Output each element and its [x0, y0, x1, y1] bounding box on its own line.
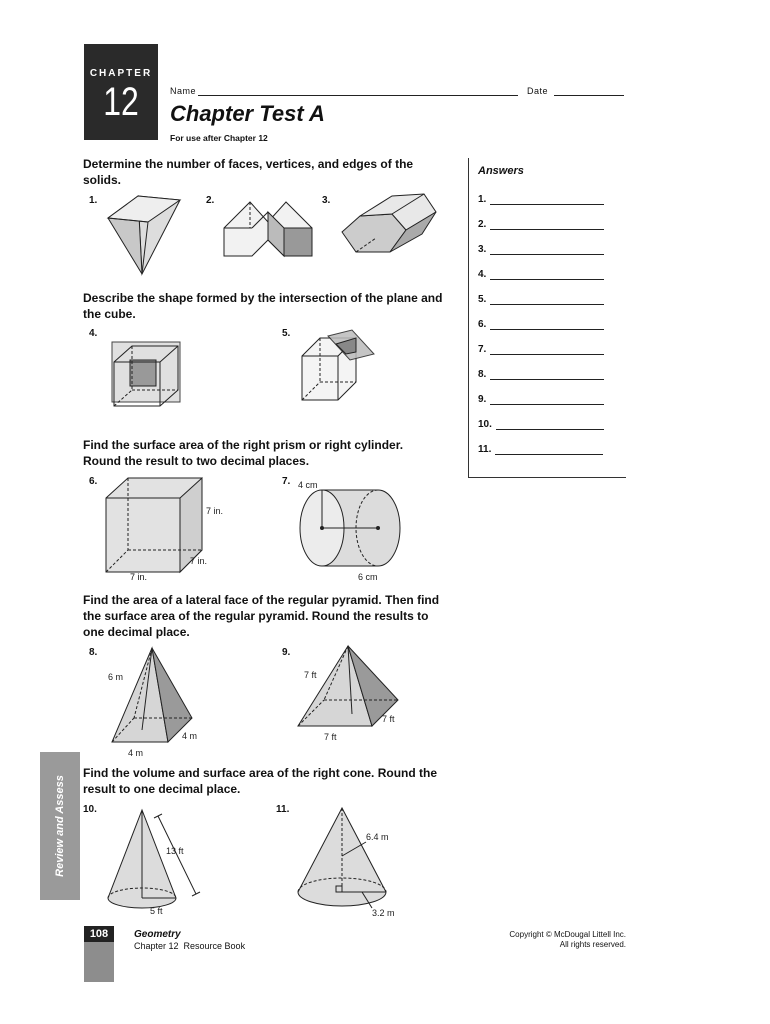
instruction-surface-prism: Find the surface area of the right prism or right cylinder. Round the result to two decimal places. [83, 438, 404, 468]
answer-row [478, 194, 604, 205]
name-label: Name [170, 86, 197, 96]
date-field[interactable] [554, 95, 624, 96]
triangular-pyramid-figure [100, 190, 190, 278]
answer-number: 7. [478, 344, 487, 355]
review-assess-tab [40, 752, 80, 900]
p8-base-label: 4 m [128, 748, 144, 758]
copyright-line-1: Copyright © McDougal Littell Inc. [509, 930, 626, 939]
problem-number: 8. [89, 647, 98, 658]
answer-row [478, 294, 604, 305]
answer-row [478, 369, 604, 380]
cylinder-figure [292, 476, 418, 586]
review-assess-label: Review and Assess [54, 775, 66, 877]
cube-plane-intersection-4-figure [108, 338, 192, 412]
problem-number: 10. [83, 804, 97, 815]
answer-row [478, 444, 603, 455]
problem-number: 7. [282, 476, 291, 487]
problem-number: 5. [282, 328, 291, 339]
instruction-intersection: Describe the shape formed by the intersection of the plane and the cube. [83, 291, 443, 321]
answer-line[interactable] [490, 370, 604, 380]
date-label: Date [527, 86, 549, 96]
problem-number: 6. [89, 476, 98, 487]
answer-line[interactable] [490, 245, 604, 255]
cone-11-figure [294, 806, 414, 922]
cube-plane-intersection-5-figure [294, 326, 378, 406]
p10-radius-label: 5 ft [150, 906, 163, 916]
p9-base-label: 7 ft [324, 732, 337, 742]
answers-title: Answers [478, 165, 524, 177]
problem-number: 2. [206, 195, 215, 206]
answer-row [478, 394, 604, 405]
p10-height-label: 13 ft [166, 846, 184, 856]
book-subtitle: Chapter 12 Resource Book [134, 941, 246, 951]
problem-number: 9. [282, 647, 291, 658]
answer-line[interactable] [490, 345, 604, 355]
p11-radius-label: 3.2 m [372, 908, 395, 918]
copyright-line-2: All rights reserved. [559, 940, 626, 949]
cube-prism-figure [104, 476, 244, 586]
instruction-cone: Find the volume and surface area of the right cone. Round the result to one decimal place. [83, 766, 438, 796]
answer-number: 8. [478, 369, 487, 380]
problem-number: 1. [89, 195, 98, 206]
answer-line[interactable] [490, 270, 604, 280]
answer-line[interactable] [495, 445, 603, 455]
p11-height-label: 6.4 m [366, 832, 389, 842]
square-pyramid-9-figure [294, 644, 410, 744]
cone-10-figure [104, 808, 214, 920]
answer-number: 3. [478, 244, 487, 255]
answers-panel [468, 158, 626, 478]
answer-number: 10. [478, 419, 492, 430]
hexagonal-prism-figure [336, 190, 440, 262]
chapter-number: 12 [103, 80, 139, 124]
page-number: 108 [84, 926, 114, 942]
answer-line[interactable] [496, 420, 604, 430]
page-title: Chapter Test A [170, 101, 325, 126]
answer-line[interactable] [490, 320, 604, 330]
book-title: Geometry [134, 929, 181, 940]
problem-number: 11. [276, 804, 290, 815]
chapter-label: CHAPTER [89, 68, 153, 79]
instruction-faces: Determine the number of faces, vertices, and edges of the solids. [83, 157, 414, 187]
answer-row [478, 244, 604, 255]
problem-number: 4. [89, 328, 98, 339]
answer-number: 11. [478, 444, 492, 455]
p9-side-label: 7 ft [382, 714, 395, 724]
p8-side-label: 4 m [182, 731, 198, 741]
p7-height-label: 6 cm [358, 572, 378, 582]
p6-depth-label: 7 in. [190, 556, 208, 566]
answer-row [478, 319, 604, 330]
answer-line[interactable] [490, 395, 604, 405]
answer-number: 5. [478, 294, 487, 305]
answer-number: 9. [478, 394, 487, 405]
answer-row [478, 269, 604, 280]
answer-number: 1. [478, 194, 487, 205]
p7-radius-label: 4 cm [298, 480, 318, 490]
answer-number: 4. [478, 269, 487, 280]
answer-row [478, 344, 604, 355]
answer-row [478, 419, 604, 430]
p8-slant-label: 6 m [108, 672, 124, 682]
answer-number: 6. [478, 319, 487, 330]
v-prism-figure [220, 192, 316, 262]
copyright [470, 930, 626, 950]
name-field[interactable] [198, 95, 518, 96]
instruction-pyramid: Find the area of a lateral face of the regular pyramid. Then find the surface area of the regular pyramid. Round the results to one decimal place. [83, 593, 440, 639]
answer-line[interactable] [490, 295, 604, 305]
square-pyramid-8-figure [104, 644, 214, 762]
chapter-badge [84, 44, 158, 140]
page-subtitle: For use after Chapter 12 [170, 133, 268, 143]
answer-number: 2. [478, 219, 487, 230]
answer-line[interactable] [490, 220, 604, 230]
p9-slant-label: 7 ft [304, 670, 317, 680]
p6-bottom-label: 7 in. [130, 572, 148, 582]
p6-side-label: 7 in. [206, 506, 224, 516]
problem-number: 3. [322, 195, 331, 206]
answer-line[interactable] [490, 195, 604, 205]
answer-row [478, 219, 604, 230]
